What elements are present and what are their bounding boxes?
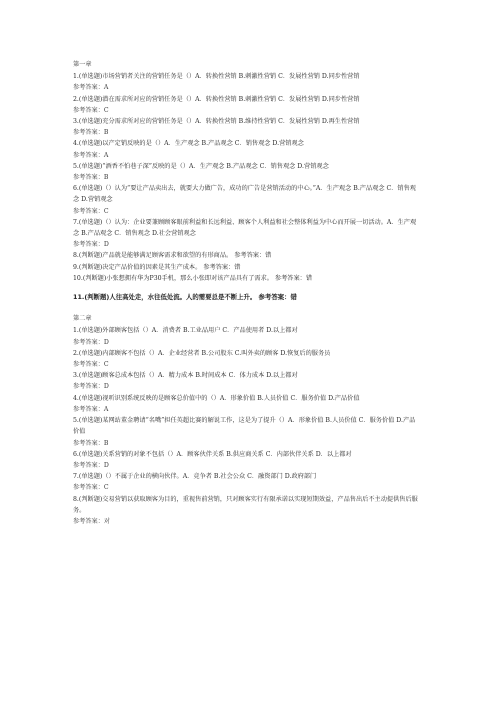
answer-line: 参考答案：C bbox=[73, 106, 109, 114]
question-line: 2.(单选题)潜在需求所对应的营销任务是（）A．转换性营销 B.刺激性营销 C．发展性营销 D.同步性营销 bbox=[73, 95, 360, 103]
answer-line: 参考答案：D bbox=[73, 383, 109, 391]
question-line: 5.(单选题)“酒香不怕巷子深”反映的是（）A．生产观念 B.产品观念 C．销售观念 D.营销观念 bbox=[73, 162, 329, 170]
chapter-2-questions bbox=[73, 325, 421, 527]
chapter-1-title: 第一章 bbox=[73, 61, 92, 68]
question-line: 10.(判断题)小张想拥有华为P30手机，那么小张即对该产品具有了需求。 参考答案：错 bbox=[73, 274, 313, 282]
question-line: 1.(单选题)市场营销者关注的营销任务是（）A．转换性营销 B.刺激性营销 C．发展性营销 D.同步性营销 bbox=[73, 73, 360, 81]
question-line: 3.(单选题)充分需求所对应的营销任务是（）A．转换性营销 B.维持性营销 C．发展性营销 D.再生性营销 bbox=[73, 118, 360, 126]
question-line: 4.(单选题)以产定销反映的是（）A．生产观念 B.产品观念 C．销售观念 D.营销观念 bbox=[73, 140, 304, 148]
question-line: 6.(单选题)（）认为“要让产品卖出去，就要大力做广告，成功的广告是营销活动的中心。”A．生产观念 B.产品观念 C．销售观念 D.营销观念 bbox=[73, 185, 416, 204]
answer-line: 参考答案：D bbox=[73, 338, 109, 346]
question-line: 7.(单选题)（）认为：企业要兼顾顾客眼前利益和长远利益、顾客个人利益和社会整体利益为中心而开展一切活动。A．生产观念 B.产品观念 C．销售观念 D.社会营销观念 bbox=[73, 218, 417, 238]
answer-line: 参考答案：对 bbox=[73, 517, 111, 525]
answer-line: 参考答案：A bbox=[73, 151, 109, 159]
question-line: 6.(单选题)关系营销的对象不包括（）A．顾客伙伴关系 B.供应商关系 C．内部伙伴关系 D．以上都对 bbox=[73, 450, 352, 458]
answer-line: 参考答案：C bbox=[73, 207, 109, 215]
answer-line: 参考答案：A bbox=[73, 405, 109, 413]
question-line: 3.(单选题)顾客总成本包括（）A．精力成本 B.时间成本 C．体力成本 D.以上都对 bbox=[73, 372, 298, 380]
answer-line: 参考答案：B bbox=[73, 129, 109, 137]
question-line: 4.(单选题)视听识别系统反映的是顾客总价值中的（）A．形象价值 B.人员价值 C．服务价值 D.产品价值 bbox=[73, 394, 360, 402]
answer-line: 参考答案：D bbox=[73, 241, 109, 249]
chapter-1-questions bbox=[73, 71, 421, 284]
chapter-2-title: 第二章 bbox=[73, 315, 92, 323]
document-body bbox=[73, 59, 421, 527]
answer-line: 参考答案：C bbox=[73, 361, 109, 369]
question-line: 8.(判断题)产品就是能够满足顾客需求和欲望的有形商品。 参考答案：错 bbox=[73, 252, 272, 260]
question-line: 1.(单选题)外部顾客包括（）A．消费者 B.工业品用户 C．产品使用者 D.以上都对 bbox=[73, 327, 298, 335]
question-line: 2.(单选题)内部顾客不包括（）A．企业经营者 B.公司股东 C.叫外卖的顾客 D.恢复后的服务员 bbox=[73, 349, 331, 357]
question-line: 8.(判断题)交易营销以获取顾客为目的，重视售前营销，只对顾客实行有限承诺以实现短期效益，产品售出后不主动提供售后服务。 bbox=[73, 495, 418, 514]
question-line: 5.(单选题)某网站董金聘请“名嘴”担任英超比赛的解说工作，这是为了提升（）A．形象价值 B.人员价值 C．服务价值 D.产品价值 bbox=[73, 417, 416, 436]
answer-line: 参考答案：B bbox=[73, 174, 109, 182]
answer-line: 参考答案：A bbox=[73, 84, 109, 92]
question-line: 9.(判断题)决定产品价值的因素是其生产成本。 参考答案：错 bbox=[73, 263, 241, 271]
question-line: 7.(单选题)（）不属于企业的横向伙伴。A．竞争者 B.社会公众 C．融资部门 D.政府部门 bbox=[73, 473, 317, 481]
answer-line: 参考答案：B bbox=[73, 439, 109, 447]
bold-question-line: 11.(判断题)人往高处走，水往低处流。人的需要总是不断上升。 参考答案：错 bbox=[73, 293, 297, 302]
answer-line: 参考答案：C bbox=[73, 484, 109, 492]
answer-line: 参考答案：D bbox=[73, 461, 109, 469]
